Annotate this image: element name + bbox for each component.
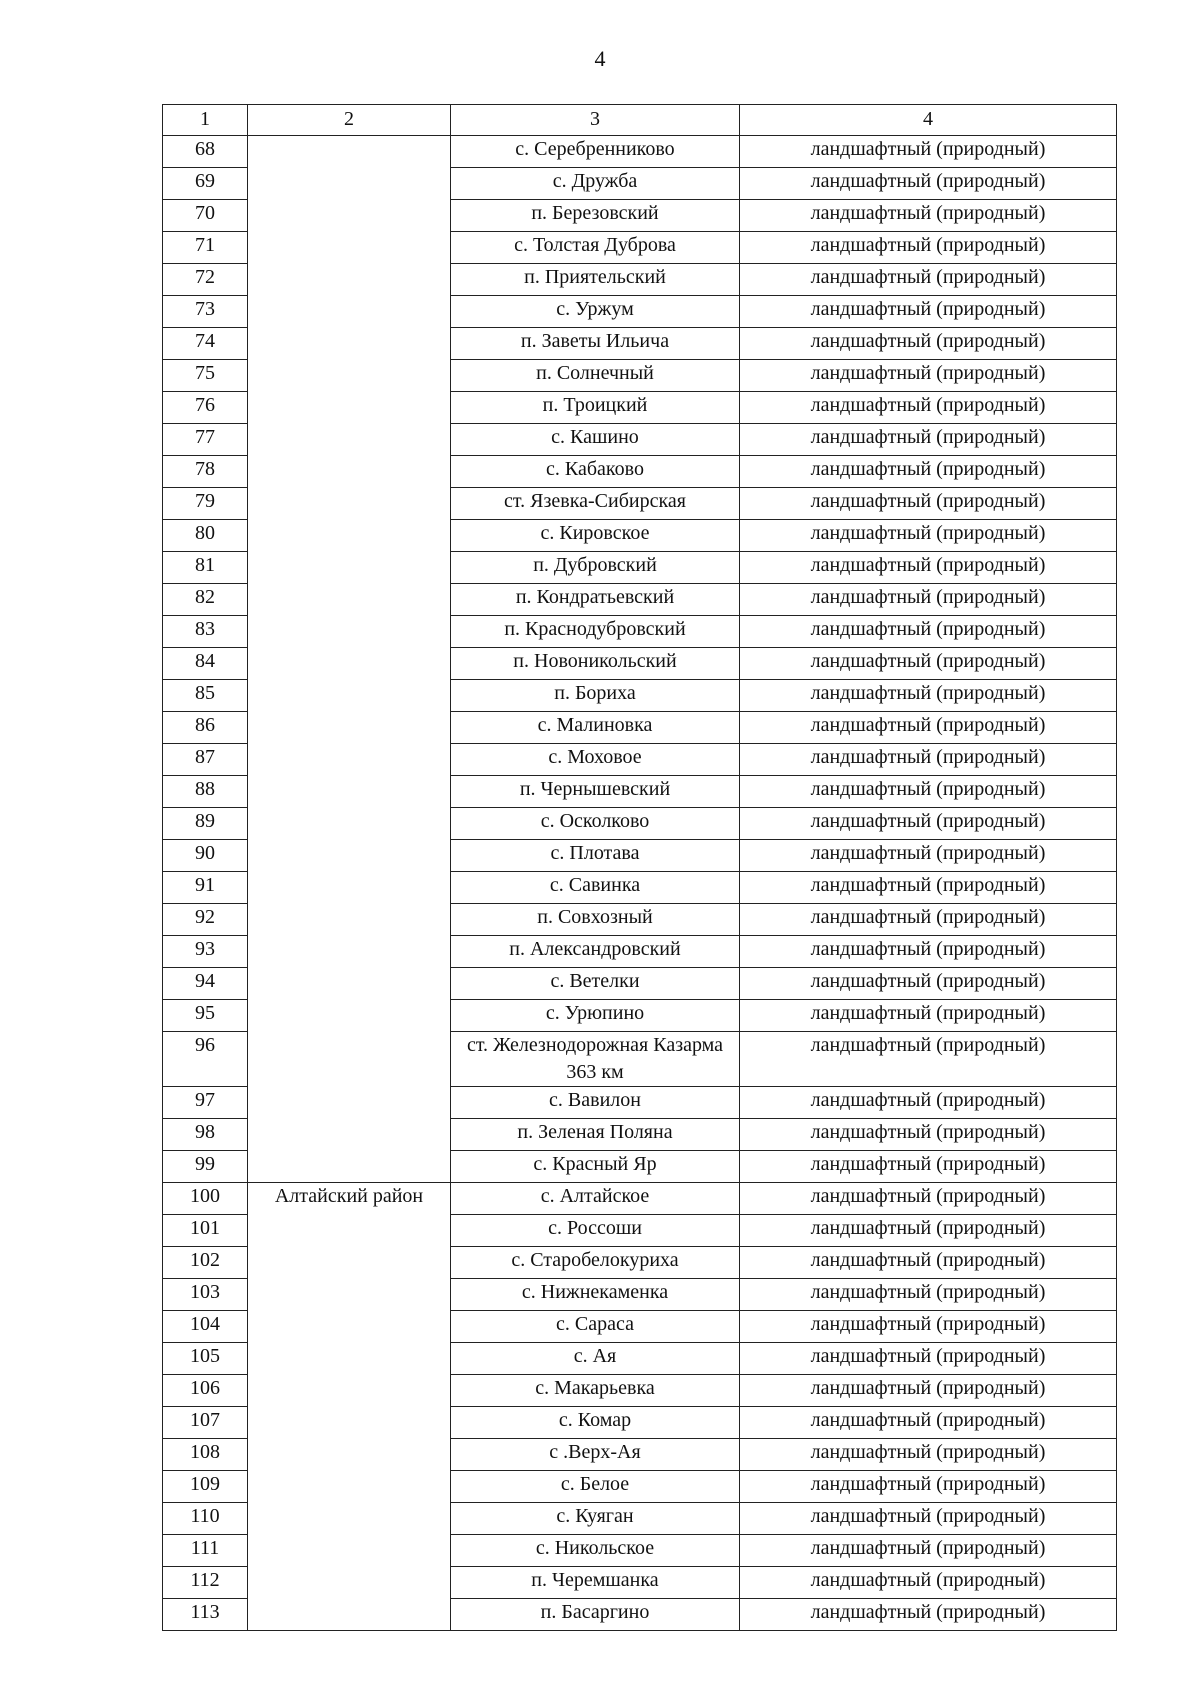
row-number: 104 — [163, 1311, 248, 1343]
row-number: 80 — [163, 520, 248, 552]
monument-type: ландшафтный (природный) — [740, 808, 1117, 840]
settlement-name: п. Новоникольский — [451, 648, 740, 680]
monument-type: ландшафтный (природный) — [740, 1151, 1117, 1183]
row-number: 111 — [163, 1535, 248, 1567]
monument-type: ландшафтный (природный) — [740, 584, 1117, 616]
monument-type: ландшафтный (природный) — [740, 136, 1117, 168]
row-number: 89 — [163, 808, 248, 840]
row-number: 103 — [163, 1279, 248, 1311]
monument-type: ландшафтный (природный) — [740, 840, 1117, 872]
row-number: 105 — [163, 1343, 248, 1375]
row-number: 113 — [163, 1599, 248, 1631]
settlement-name: с. Вавилон — [451, 1087, 740, 1119]
monument-type: ландшафтный (природный) — [740, 1407, 1117, 1439]
monument-type: ландшафтный (природный) — [740, 1119, 1117, 1151]
monument-type: ландшафтный (природный) — [740, 1535, 1117, 1567]
settlement-name: с. Уржум — [451, 296, 740, 328]
table-row — [163, 1183, 1117, 1215]
row-number: 83 — [163, 616, 248, 648]
settlement-name: ст. Железнодорожная Казарма 363 км — [451, 1032, 740, 1087]
settlements-table — [162, 104, 1117, 1631]
monument-type: ландшафтный (природный) — [740, 872, 1117, 904]
monument-type: ландшафтный (природный) — [740, 1503, 1117, 1535]
settlement-name: с. Белое — [451, 1471, 740, 1503]
row-number: 75 — [163, 360, 248, 392]
monument-type: ландшафтный (природный) — [740, 616, 1117, 648]
monument-type: ландшафтный (природный) — [740, 776, 1117, 808]
monument-type: ландшафтный (природный) — [740, 1471, 1117, 1503]
row-number: 86 — [163, 712, 248, 744]
row-number: 90 — [163, 840, 248, 872]
settlement-name: п. Александровский — [451, 936, 740, 968]
settlement-name: с. Куяган — [451, 1503, 740, 1535]
settlement-name: с. Плотава — [451, 840, 740, 872]
row-number: 88 — [163, 776, 248, 808]
row-number: 78 — [163, 456, 248, 488]
monument-type: ландшафтный (природный) — [740, 1087, 1117, 1119]
settlement-name: с .Верх-Ая — [451, 1439, 740, 1471]
settlement-name: п. Чернышевский — [451, 776, 740, 808]
settlement-name: с. Ветелки — [451, 968, 740, 1000]
settlement-name: п. Бориха — [451, 680, 740, 712]
row-number: 92 — [163, 904, 248, 936]
row-number: 82 — [163, 584, 248, 616]
monument-type: ландшафтный (природный) — [740, 264, 1117, 296]
row-number: 68 — [163, 136, 248, 168]
monument-type: ландшафтный (природный) — [740, 712, 1117, 744]
settlement-name: с. Толстая Дуброва — [451, 232, 740, 264]
settlement-name: с. Нижнекаменка — [451, 1279, 740, 1311]
row-number: 76 — [163, 392, 248, 424]
settlement-name: п. Березовский — [451, 200, 740, 232]
row-number: 98 — [163, 1119, 248, 1151]
monument-type: ландшафтный (природный) — [740, 1567, 1117, 1599]
monument-type: ландшафтный (природный) — [740, 1343, 1117, 1375]
table-row — [163, 136, 1117, 168]
district-name — [248, 136, 451, 1183]
monument-type: ландшафтный (природный) — [740, 968, 1117, 1000]
settlement-name: с. Осколково — [451, 808, 740, 840]
settlement-name: п. Солнечный — [451, 360, 740, 392]
monument-type: ландшафтный (природный) — [740, 424, 1117, 456]
monument-type: ландшафтный (природный) — [740, 744, 1117, 776]
monument-type: ландшафтный (природный) — [740, 1375, 1117, 1407]
monument-type: ландшафтный (природный) — [740, 328, 1117, 360]
settlement-name: с. Россоши — [451, 1215, 740, 1247]
monument-type: ландшафтный (природный) — [740, 1439, 1117, 1471]
row-number: 108 — [163, 1439, 248, 1471]
row-number: 85 — [163, 680, 248, 712]
row-number: 106 — [163, 1375, 248, 1407]
row-number: 91 — [163, 872, 248, 904]
monument-type: ландшафтный (природный) — [740, 680, 1117, 712]
monument-type: ландшафтный (природный) — [740, 392, 1117, 424]
settlement-name: с. Урюпино — [451, 1000, 740, 1032]
monument-type: ландшафтный (природный) — [740, 1311, 1117, 1343]
monument-type: ландшафтный (природный) — [740, 1215, 1117, 1247]
settlement-name: п. Черемшанка — [451, 1567, 740, 1599]
row-number: 112 — [163, 1567, 248, 1599]
monument-type: ландшафтный (природный) — [740, 456, 1117, 488]
settlement-name: с. Комар — [451, 1407, 740, 1439]
row-number: 94 — [163, 968, 248, 1000]
settlement-name: с. Моховое — [451, 744, 740, 776]
settlement-name: с. Дружба — [451, 168, 740, 200]
settlement-name: с. Старобелокуриха — [451, 1247, 740, 1279]
settlement-name: ст. Язевка-Сибирская — [451, 488, 740, 520]
monument-type: ландшафтный (природный) — [740, 1247, 1117, 1279]
monument-type: ландшафтный (природный) — [740, 1183, 1117, 1215]
row-number: 99 — [163, 1151, 248, 1183]
row-number: 107 — [163, 1407, 248, 1439]
settlement-name: с. Ая — [451, 1343, 740, 1375]
row-number: 93 — [163, 936, 248, 968]
settlement-name: п. Басаргино — [451, 1599, 740, 1631]
district-name: Алтайский район — [248, 1183, 451, 1631]
monument-type: ландшафтный (природный) — [740, 1032, 1117, 1087]
row-number: 77 — [163, 424, 248, 456]
table-body — [163, 136, 1117, 1631]
row-number: 87 — [163, 744, 248, 776]
settlement-name: п. Приятельский — [451, 264, 740, 296]
settlement-name: с. Кашино — [451, 424, 740, 456]
row-number: 101 — [163, 1215, 248, 1247]
column-header-4: 4 — [740, 105, 1117, 136]
monument-type: ландшафтный (природный) — [740, 1279, 1117, 1311]
row-number: 79 — [163, 488, 248, 520]
row-number: 69 — [163, 168, 248, 200]
settlement-name: п. Зеленая Поляна — [451, 1119, 740, 1151]
column-header-1: 1 — [163, 105, 248, 136]
column-header-2: 2 — [248, 105, 451, 136]
row-number: 97 — [163, 1087, 248, 1119]
settlement-name: п. Краснодубровский — [451, 616, 740, 648]
settlement-name: с. Алтайское — [451, 1183, 740, 1215]
monument-type: ландшафтный (природный) — [740, 168, 1117, 200]
settlement-name: п. Кондратьевский — [451, 584, 740, 616]
monument-type: ландшафтный (природный) — [740, 1000, 1117, 1032]
settlement-name: с. Малиновка — [451, 712, 740, 744]
settlement-name: с. Кабаково — [451, 456, 740, 488]
row-number: 73 — [163, 296, 248, 328]
row-number: 74 — [163, 328, 248, 360]
row-number: 109 — [163, 1471, 248, 1503]
row-number: 71 — [163, 232, 248, 264]
page-number: 4 — [594, 46, 606, 71]
row-number: 95 — [163, 1000, 248, 1032]
monument-type: ландшафтный (природный) — [740, 936, 1117, 968]
row-number: 100 — [163, 1183, 248, 1215]
row-number: 110 — [163, 1503, 248, 1535]
monument-type: ландшафтный (природный) — [740, 360, 1117, 392]
table-header-row — [163, 105, 1117, 136]
settlement-name: п. Заветы Ильича — [451, 328, 740, 360]
settlement-name: с. Сараса — [451, 1311, 740, 1343]
settlement-name: п. Дубровский — [451, 552, 740, 584]
monument-type: ландшафтный (природный) — [740, 232, 1117, 264]
row-number: 84 — [163, 648, 248, 680]
monument-type: ландшафтный (природный) — [740, 648, 1117, 680]
settlement-name: с. Серебренниково — [451, 136, 740, 168]
monument-type: ландшафтный (природный) — [740, 904, 1117, 936]
monument-type: ландшафтный (природный) — [740, 200, 1117, 232]
row-number: 72 — [163, 264, 248, 296]
settlement-name: п. Троицкий — [451, 392, 740, 424]
monument-type: ландшафтный (природный) — [740, 552, 1117, 584]
settlement-name: с. Никольское — [451, 1535, 740, 1567]
monument-type: ландшафтный (природный) — [740, 520, 1117, 552]
monument-type: ландшафтный (природный) — [740, 1599, 1117, 1631]
monument-type: ландшафтный (природный) — [740, 296, 1117, 328]
row-number: 81 — [163, 552, 248, 584]
row-number: 96 — [163, 1032, 248, 1087]
settlement-name: с. Красный Яр — [451, 1151, 740, 1183]
column-header-3: 3 — [451, 105, 740, 136]
settlement-name: п. Совхозный — [451, 904, 740, 936]
settlement-name: с. Кировское — [451, 520, 740, 552]
settlement-name: с. Макарьевка — [451, 1375, 740, 1407]
row-number: 70 — [163, 200, 248, 232]
monument-type: ландшафтный (природный) — [740, 488, 1117, 520]
settlement-name: с. Савинка — [451, 872, 740, 904]
row-number: 102 — [163, 1247, 248, 1279]
